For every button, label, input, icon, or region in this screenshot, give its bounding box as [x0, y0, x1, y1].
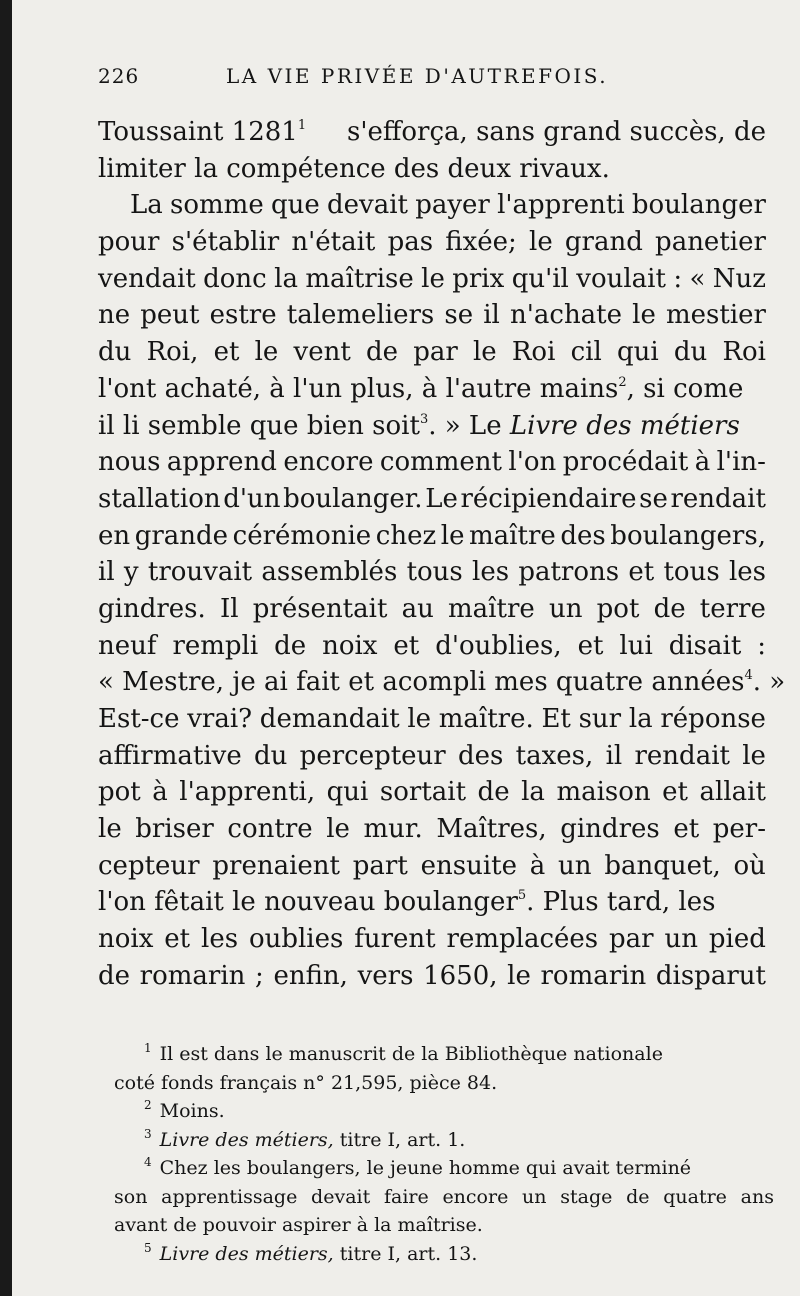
- footnote-ref: 3: [419, 411, 429, 427]
- book-title-italic: Livre des métiers: [509, 410, 740, 441]
- text-line: Toussaint 1281$^1$ s'efforça, sans grand succès, de: [98, 117, 766, 147]
- footnote-ref: 1: [297, 118, 307, 133]
- text-line: noix et les oublies furent remplacées par un pied: [98, 924, 766, 955]
- page-number: 226: [98, 64, 140, 88]
- body-text: [98, 114, 786, 995]
- text-line: l'on fêtait le nouveau boulanger$^5$. Plus tard, les: [98, 887, 716, 918]
- text-line: gindres. Il présentait au maître un pot de terre: [98, 593, 766, 624]
- footnote-2: $^2$ Moins.: [144, 1098, 225, 1122]
- footnote-5: $^5$ Livre des métiers, titre I, art. 13.: [144, 1240, 478, 1265]
- text-line: vendait donc la maîtrise le prix qu'il voulait : « Nuz: [98, 263, 766, 294]
- footnote-3: $^3$ Livre des métiers, titre I, art. 1.: [144, 1126, 466, 1151]
- footnote-marker: 4: [144, 1155, 152, 1169]
- text-line: du Roi, et le vent de par le Roi cil qui du Roi: [98, 337, 766, 368]
- text-line: affirmative du percepteur des taxes, il rendait le: [98, 740, 766, 771]
- text-line: pour s'établir n'était pas fixée; le grand panetier: [98, 227, 766, 258]
- text-line: Est-ce vrai? demandait le maître. Et sur la réponse: [98, 704, 766, 734]
- footnote-ref: 4: [744, 668, 753, 684]
- footnote-marker: 2: [144, 1098, 152, 1112]
- page-header: [98, 64, 770, 94]
- footnote-ref: 2: [618, 374, 627, 390]
- text-line: « Mestre, je ai fait et acompli mes quatre années$^4$. »: [98, 667, 786, 698]
- footnote-4: $^4$ Chez les boulangers, le jeune homme qui avait terminé: [144, 1155, 692, 1179]
- footnote-marker: 1: [144, 1041, 152, 1055]
- text-line: il li semble que bien soit$^3$. » Le Livre des métiers: [98, 410, 740, 441]
- text-line: La somme que devait payer l'apprenti boulanger: [130, 190, 766, 221]
- footnotes: [114, 1040, 774, 1268]
- footnote-1: $^1$ Il est dans le manuscrit de la Bibliothèque nationale: [144, 1041, 663, 1065]
- text-line: ne peut estre talemeliers se il n'achate le mestier: [98, 300, 766, 331]
- running-title: LA VIE PRIVÉE D'AUTREFOIS.: [226, 64, 609, 88]
- footnote-1-cont: coté fonds français n° 21,595, pièce 84.: [114, 1071, 498, 1094]
- book-page: [12, 0, 800, 1296]
- footnote-4-cont: son apprentissage devait faire encore un stage de quatre ans: [114, 1185, 774, 1208]
- text-line: neuf rempli de noix et d'oublies, et lui disait :: [98, 630, 766, 661]
- text-line: stallation d'un boulanger. Le récipiendaire se rendait: [98, 483, 766, 514]
- text-line: pot à l'apprenti, qui sortait de la maison et allait: [98, 777, 766, 808]
- text-line: de romarin ; enfin, vers 1650, le romarin disparut: [98, 960, 766, 991]
- text-line: en grande cérémonie chez le maître des boulangers,: [98, 520, 766, 551]
- footnote-ref: 5: [517, 888, 527, 904]
- text-line: il y trouvait assemblés tous les patrons et tous les: [98, 557, 766, 588]
- footnote-marker: 3: [144, 1126, 152, 1141]
- footnote-marker: 5: [144, 1240, 152, 1255]
- footnote-4-cont: avant de pouvoir aspirer à la maîtrise.: [114, 1214, 483, 1236]
- text-line: nous apprend encore comment l'on procédait à l'in-: [98, 447, 766, 478]
- text-line: l'ont achaté, à l'un plus, à l'autre mains$^2$, si come: [98, 373, 744, 404]
- text-line: le briser contre le mur. Maîtres, gindres et per-: [98, 814, 766, 845]
- text-line: limiter la compétence des deux rivaux.: [98, 153, 610, 184]
- text-line: cepteur prenaient part ensuite à un banquet, où: [98, 850, 766, 881]
